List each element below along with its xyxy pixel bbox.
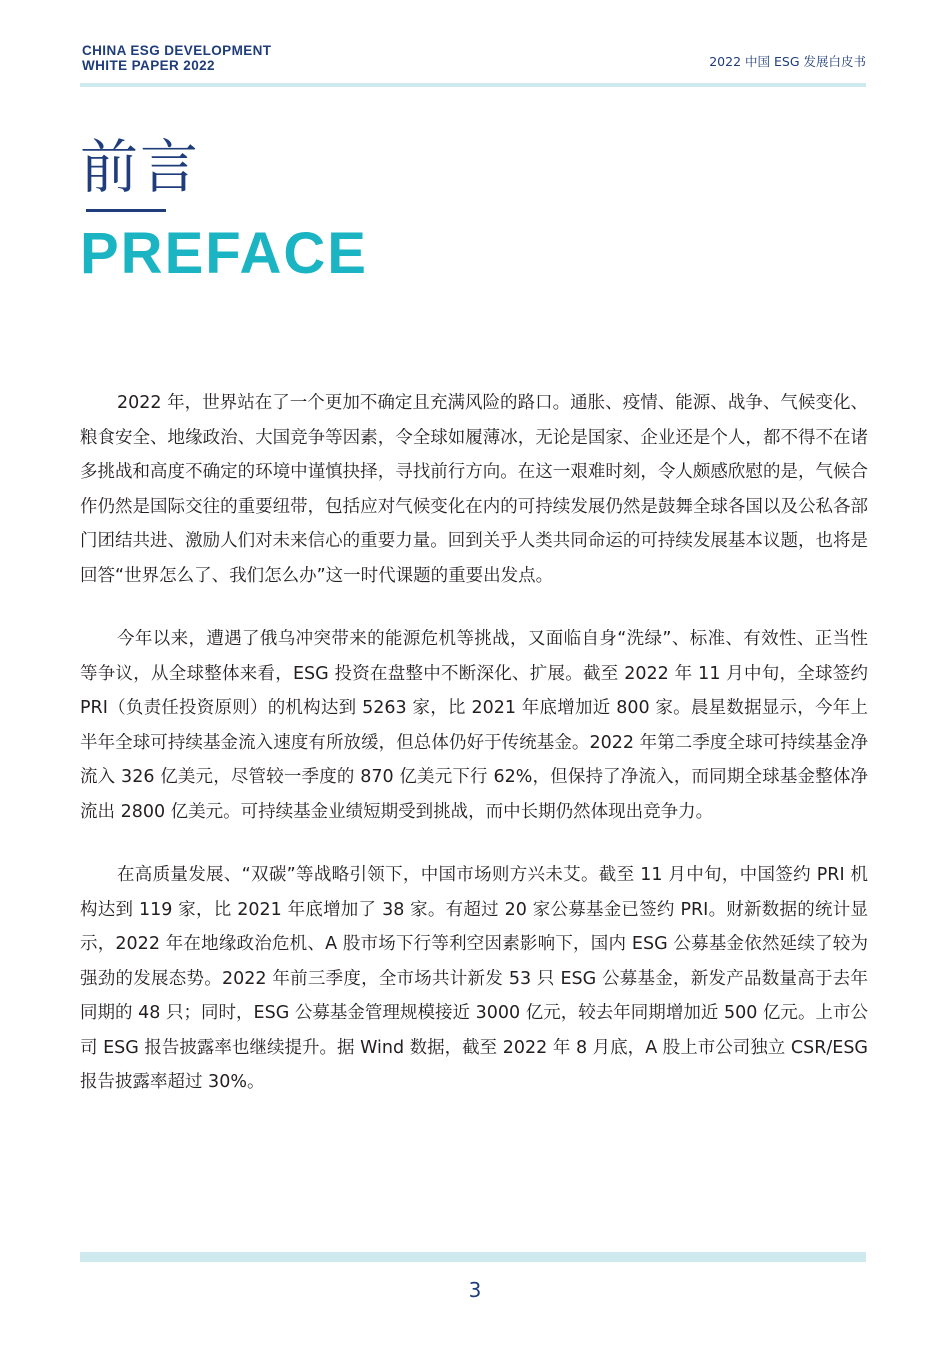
- title-underline: [86, 209, 166, 212]
- section-title-chinese: 前言: [80, 133, 201, 201]
- header-divider: [80, 83, 866, 87]
- paragraph-3: 在高质量发展、“双碳”等战略引领下，中国市场则方兴未艾。截至 11 月中旬，中国签约 PRI 机构达到 119 家，比 2021 年底增加了 38 家。有超过 20 家公募基金已签约 PRI。财新数据的统计显示，2022 年在地缘政治危机、A 股市场下行等利空因素影响下，国内 ESG 公募基金依然延续了较为强劲的发展态势。2022 年前三季度，全市场共计新发 53 只 ESG 公募基金，新发产品数量高于去年同期的 48 只；同时，ESG 公募基金管理规模接近 3000 亿元，较去年同期增加近 500 亿元。上市公司 ESG 报告披露率也继续提升。据 Wind 数据，截至 2022 年 8 月底，A 股上市公司独立 CSR/ESG 报告披露率超过 30%。: [80, 865, 868, 1092]
- header-report-title-cn: 2022 中国 ESG 发展白皮书: [709, 54, 866, 69]
- paragraph-2: 今年以来，遭遇了俄乌冲突带来的能源危机等挑战，又面临自身“洗绿”、标准、有效性、正当性等争议，从全球整体来看，ESG 投资在盘整中不断深化、扩展。截至 2022 年 11 月中旬，全球签约 PRI（负责任投资原则）的机构达到 5263 家，比 2021 年底增加近 800 家。晨星数据显示，今年上半年全球可持续基金流入速度有所放缓，但总体仍好于传统基金。2022 年第二季度全球可持续基金净流入 326 亿美元，尽管较一季度的 870 亿美元下行 62%，但保持了净流入，而同期全球基金整体净流出 2800 亿美元。可持续基金业绩短期受到挑战，而中长期仍然体现出竞争力。: [80, 629, 868, 822]
- footer-divider: [80, 1252, 866, 1262]
- header-report-title: [82, 44, 271, 73]
- page-number: 3: [468, 1278, 482, 1302]
- paragraph-1: 2022 年，世界站在了一个更加不确定且充满风险的路口。通胀、疫情、能源、战争、气候变化、粮食安全、地缘政治、大国竞争等因素，令全球如履薄冰，无论是国家、企业还是个人，都不得不在诸多挑战和高度不确定的环境中谨慎抉择，寻找前行方向。在这一艰难时刻，令人颇感欣慰的是，气候合作仍然是国际交往的重要纽带，包括应对气候变化在内的可持续发展仍然是鼓舞全球各国以及公私各部门团结共进、激励人们对未来信心的重要力量。回到关乎人类共同命运的可持续发展基本议题，也将是回答“世界怎么了、我们怎么办”这一时代课题的重要出发点。: [80, 393, 868, 586]
- preface-body: [80, 386, 868, 1129]
- section-title-english: PREFACE: [80, 221, 368, 286]
- header-title-line1: CHINA ESG DEVELOPMENT: [82, 43, 272, 58]
- header-title-line2: WHITE PAPER 2022: [82, 57, 215, 73]
